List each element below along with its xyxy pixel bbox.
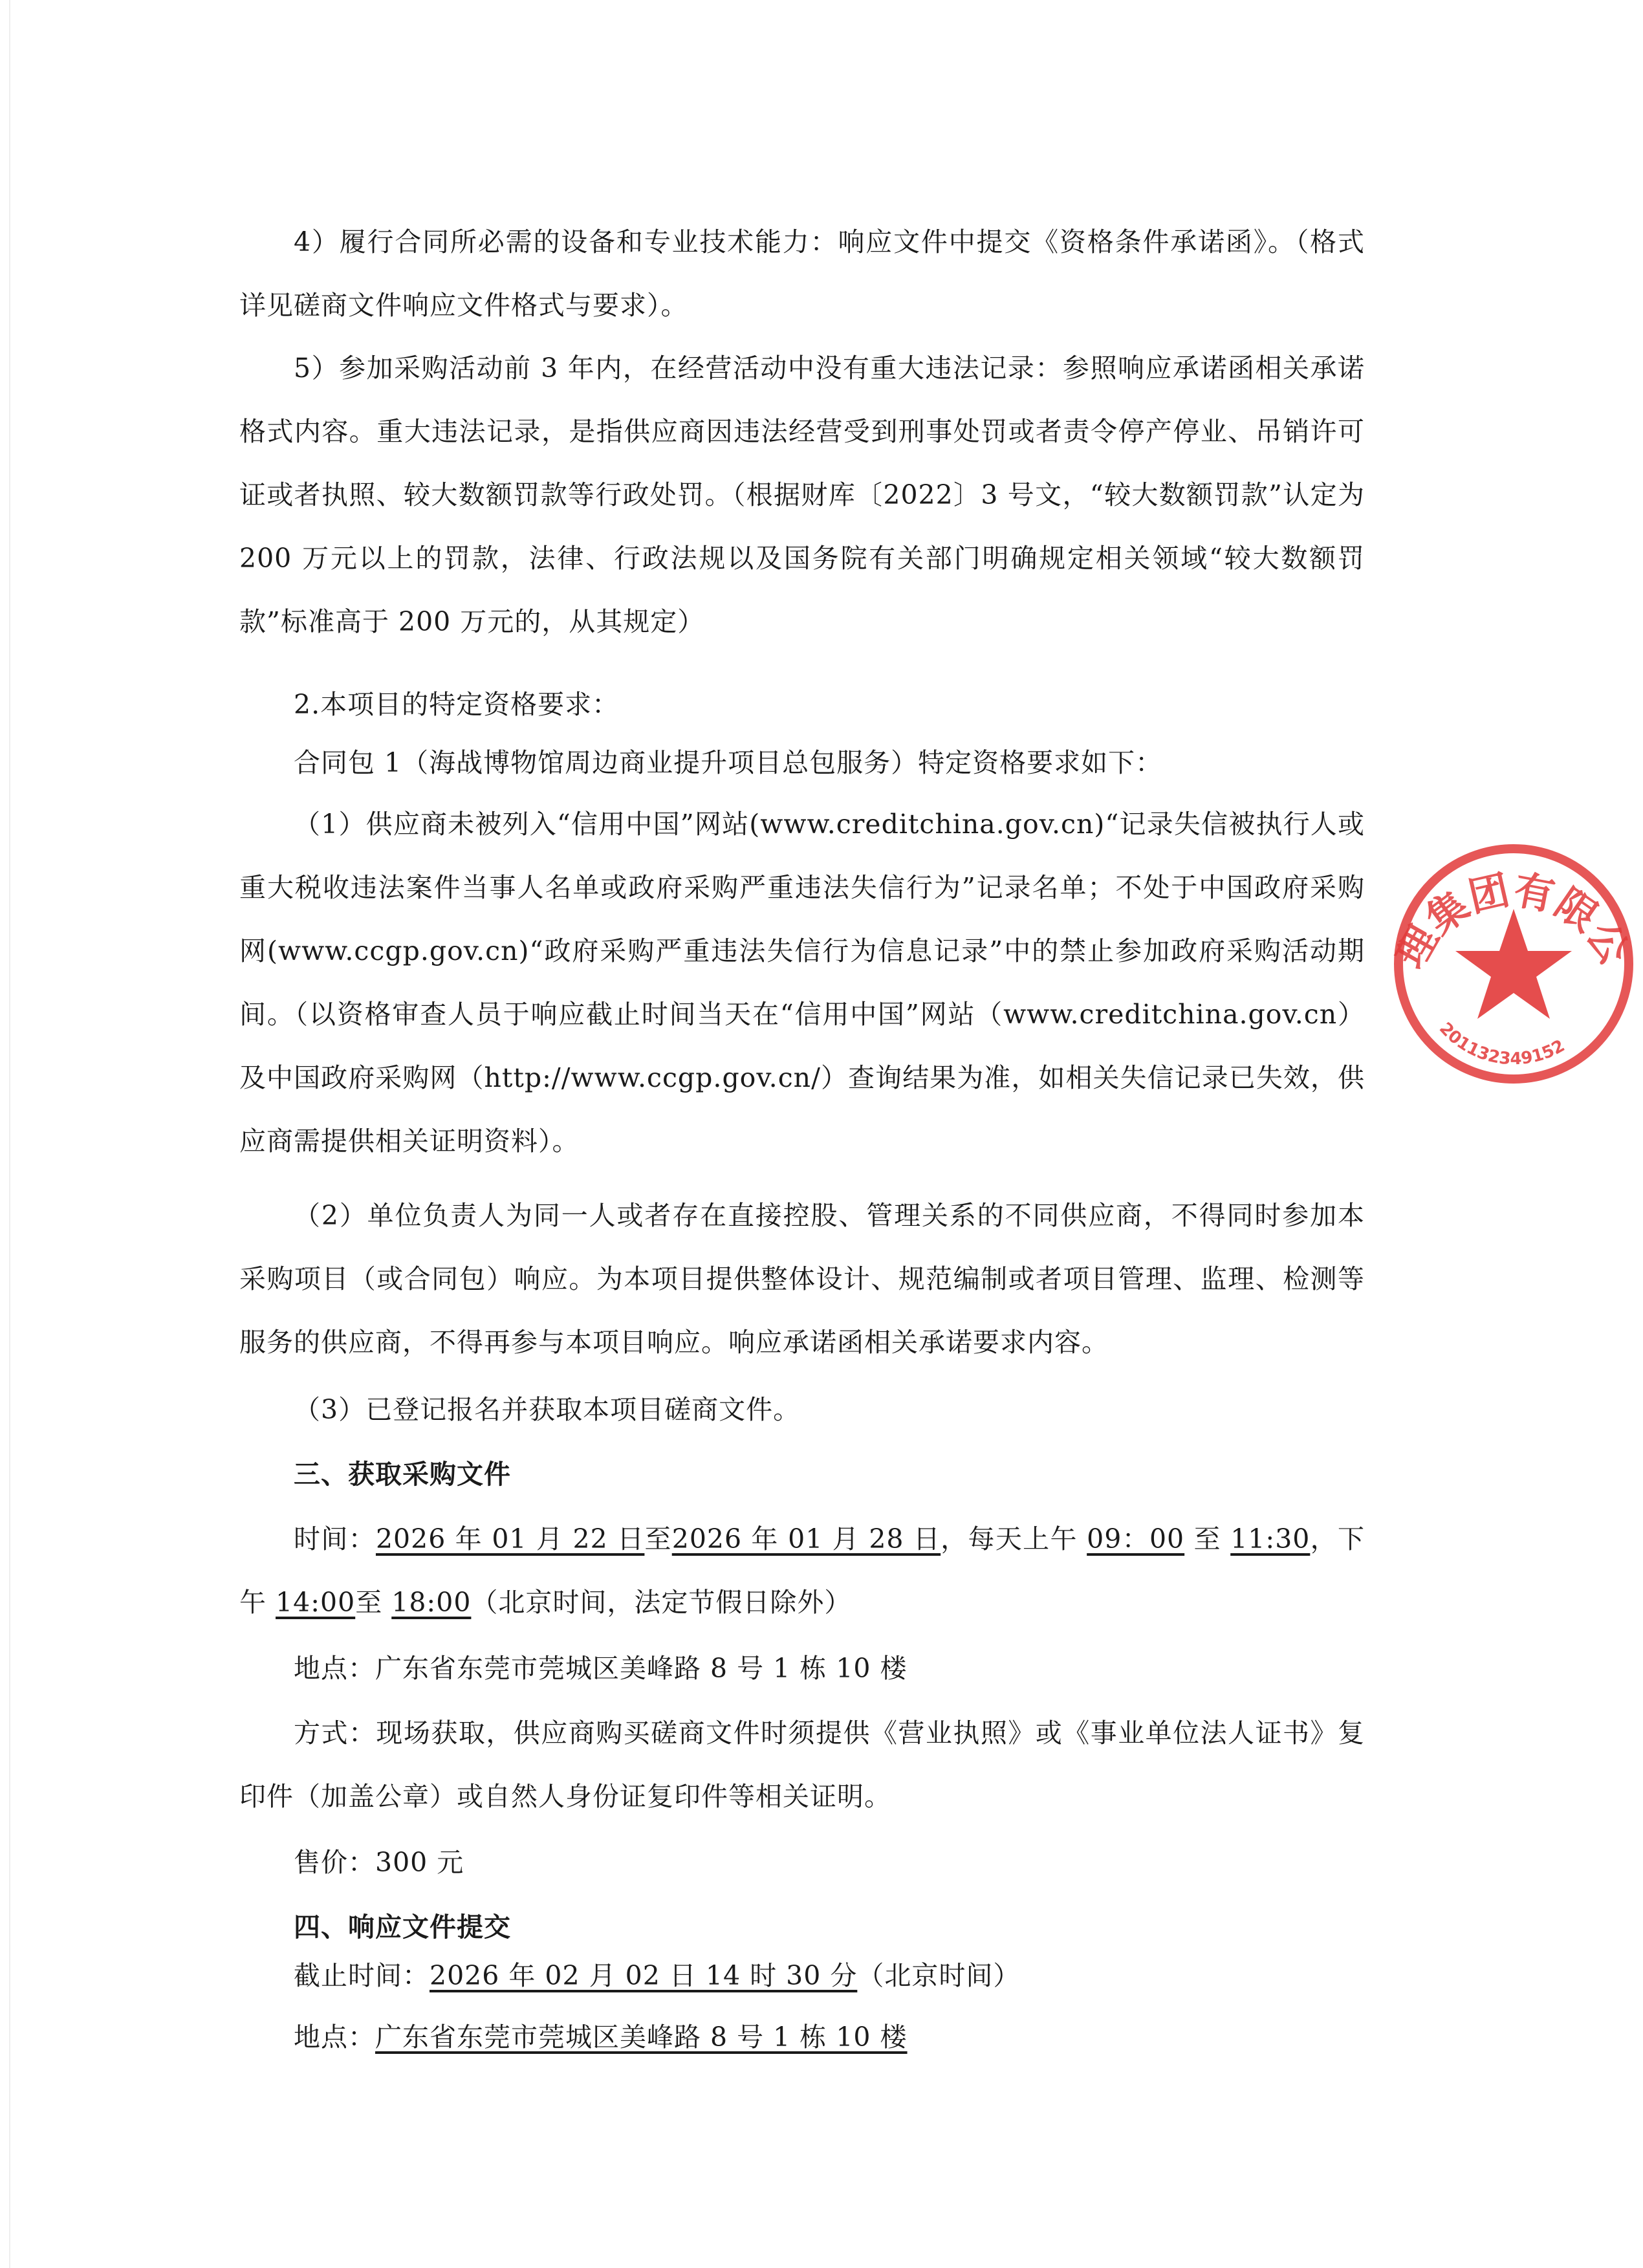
location-value: 广东省东莞市莞城区美峰路 8 号 1 栋 10 楼: [375, 2022, 908, 2053]
section4-location: [239, 2005, 1365, 2069]
requirement-2: （2）单位负责人为同一人或者存在直接控股、管理关系的不同供应商，不得同时参加本采购项目（或合同包）响应。为本项目提供整体设计、规范编制或者项目管理、监理、检测等服务的供应商，不得再参与本项目响应。响应承诺函相关承诺要求内容。: [239, 1200, 1365, 1358]
daily-label: ，每天上午: [941, 1523, 1087, 1554]
tz-note: （北京时间，法定节假日除外）: [471, 1587, 852, 1618]
am-end: 11:30: [1230, 1523, 1311, 1554]
item5-paragraph: 5）参加采购活动前 3 年内，在经营活动中没有重大违法记录：参照响应承诺函相关承诺格式内容。重大违法记录，是指供应商因违法经营受到刑事处罚或者责令停产停业、吊销许可证或者执照、较大数额罚款等行政处罚。（根据财库〔2022〕3 号文，“较大数额罚款”认定为 200 万元以上的罚款，法律、行政法规以及国务院有关部门明确规定相关领域“较大数额罚款”标准高于 200 万元的，从其规定）: [239, 353, 1365, 637]
scan-edge-line: [9, 0, 10, 2268]
seal-star-icon: [1455, 909, 1572, 1019]
location-label: 地点：: [294, 2022, 375, 2053]
to-2: 至: [1184, 1523, 1231, 1554]
section3-location: 地点：广东省东莞市莞城区美峰路 8 号 1 栋 10 楼: [294, 1653, 908, 1684]
item4-paragraph: 4）履行合同所必需的设备和专业技术能力：响应文件中提交《资格条件承诺函》。（格式详见磋商文件响应文件格式与要求）。: [239, 226, 1365, 321]
am-start: 09：00: [1087, 1523, 1185, 1554]
section4-deadline: [239, 1944, 1365, 2007]
pm-start: 14:00: [276, 1587, 356, 1618]
seal-company-text: 理集团有限公司: [1364, 765, 1639, 976]
section3-title: 三、获取采购文件: [294, 1459, 511, 1490]
requirement-1: （1）供应商未被列入“信用中国”网站(www.creditchina.gov.cn)“记录失信被执行人或重大税收违法案件当事人名单或政府采购严重违法失信行为”记录名单；不处于中国政府采购网(www.ccgp.gov.cn)“政府采购严重违法失信行为信息记录”中的禁止参加政府采购活动期间。（以资格审查人员于响应截止时间当天在“信用中国”网站（www.creditchina.gov.cn）及中国政府采购网（http://www.ccgp.gov.cn/）查询结果为准，如相关失信记录已失效，供应商需提供相关证明资料）。: [239, 809, 1365, 1157]
seal-number-text: 201132349152: [1435, 1019, 1569, 1069]
section3-price: 售价：300 元: [294, 1847, 464, 1878]
section3-time: [239, 1507, 1365, 1634]
pm-label: ，下午: [239, 1523, 1366, 1618]
deadline-label: 截止时间：: [294, 1960, 430, 1991]
requirement-3: （3）已登记报名并获取本项目磋商文件。: [294, 1394, 801, 1425]
section4-title: 四、响应文件提交: [294, 1912, 511, 1943]
specific-heading: 2.本项目的特定资格要求：: [294, 689, 620, 720]
date-end: 2026 年 01 月 28 日: [671, 1523, 941, 1554]
company-seal: [1364, 765, 1643, 1126]
time-label: 时间：: [294, 1523, 376, 1554]
deadline-tz: （北京时间）: [857, 1960, 1021, 1991]
section3-method: 方式：现场获取，供应商购买磋商文件时须提供《营业执照》或《事业单位法人证书》复印件（加盖公章）或自然人身份证复印件等相关证明。: [239, 1717, 1365, 1812]
to-1: 至: [644, 1523, 672, 1554]
pm-end: 18:00: [391, 1587, 472, 1618]
date-start: 2026 年 01 月 22 日: [375, 1523, 645, 1554]
to-3: 至: [355, 1587, 392, 1618]
package-intro: 合同包 1（海战博物馆周边商业提升项目总包服务）特定资格要求如下：: [294, 747, 1163, 778]
deadline-value: 2026 年 02 月 02 日 14 时 30 分: [430, 1960, 858, 1991]
